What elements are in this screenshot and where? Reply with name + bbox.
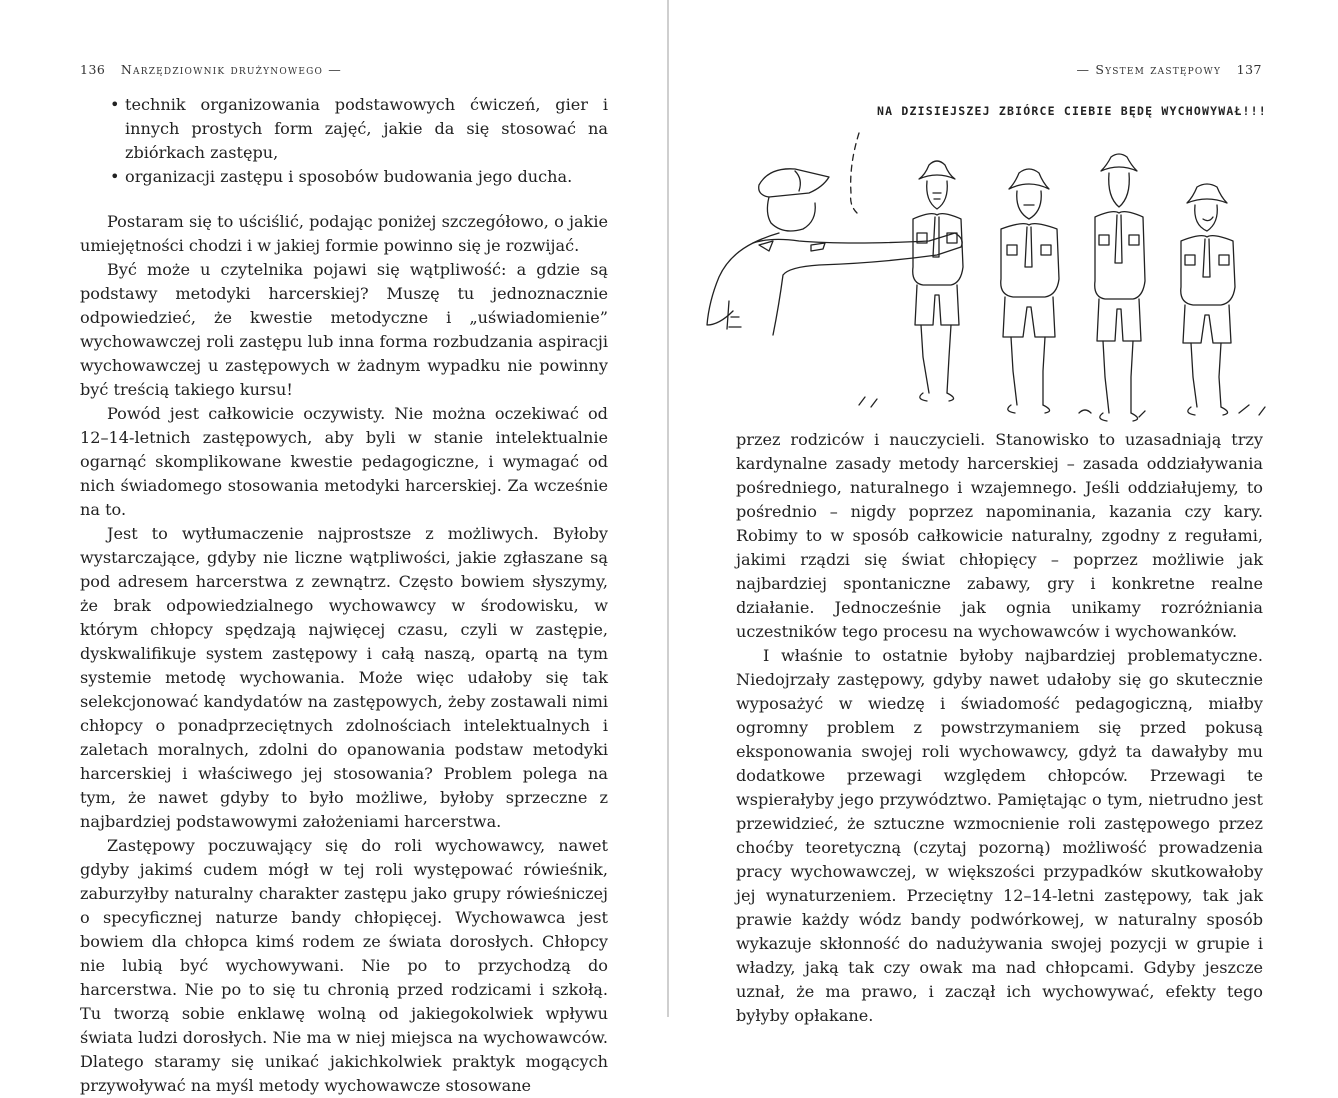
right-running-header [1076,62,1262,77]
paragraph: Powód jest całkowicie oczywisty. Nie można oczekiwać od 12–14-letnich zastępowych, aby byli w stanie intelektualnie ogarnąć skomplikowane kwestie pedagogiczne, i wymagać od nich świadomego stosowania metodyki harcerskiej. Za wcześnie na to. [80,404,608,519]
illustration-caption: NA DZISIEJSZEJ ZBIÓRCE CIEBIE BĘDĘ WYCHOWYWAŁ!!! [877,104,1267,118]
paragraph: Jest to wytłumaczenie najprostsze z możliwych. Byłoby wystarczające, gdyby nie liczne wątpliwości, jakie zgłaszane są pod adresem harcerstwa z zewnątrz. Często bowiem słyszymy, że brak odpowiedzialnego wychowawcy w środowisku, w którym chłopcy spędzają najwięcej czasu, czyli w zastępie, dyskwalifikuje system zastępowy i całą naszą, opartą na tym systemie metodę wychowania. Może więc udałoby się tak selekcjonować kandydatów na zastępowych, żeby zostawali nimi chłopcy o ponadprzeciętnych zdolnościach intelektualnych i zaletach moralnych, zdolni do opanowania podstaw metodyki harcerskiej i właściwego jej stosowania? Problem polega na tym, że nawet gdyby to było możliwe, byłoby sprzeczne z najbardziej podstawowymi założeniami harcerstwa. [80,524,608,831]
right-page [669,0,1338,1025]
scout-figure-2 [1001,169,1059,413]
left-page [0,0,667,1095]
scout-figure-3 [1095,154,1145,421]
scouts-cartoon-illustration [699,95,1279,425]
right-header-title: — System zastępowy [1076,62,1222,77]
left-page-number: 136 [80,62,106,77]
paragraph: Być może u czytelnika pojawi się wątpliwość: a gdzie są podstawy metodyki harcerskiej? Muszę tu jednoznacznie odpowiedzieć, że kwestie metodyczne i „uświadomienie” wychowawczej roli zastępu lub inna forma rozbudzania aspiracji wychowawczej u zastępowych w żadnym wypadku nie powinny być treścią takiego kursu! [80,260,608,399]
right-body-text [736,428,1263,1028]
left-running-header [80,62,342,77]
scout-figure-4 [1181,184,1235,415]
left-body-text [80,93,608,1098]
bullet-item: • technik organizowania podstawowych ćwiczeń, gier i innych prostych form zajęć, jakie da się stosować na zbiórkach zastępu, [80,93,608,165]
bullet-list [80,93,608,189]
bullet-item: • organizacji zastępu i sposobów budowania jego ducha. [80,165,608,189]
left-header-title: Narzędziownik drużynowego — [120,62,342,77]
right-page-number: 137 [1236,62,1262,77]
paragraph: przez rodziców i nauczycieli. Stanowisko to uzasadniają trzy kardynalne zasady metody harcerskiej – zasada oddziaływania pośredniego, naturalnego i wzajemnego. Jeśli oddziałujemy, to pośrednio – nigdy poprzez napominania, kazania czy kary. Robimy to w sposób całkowicie naturalny, zgodny z regułami, jakimi rządzi się świat chłopięcy – poprzez możliwie jak najbardziej spontaniczne zabawy, gry i konkretne realne działanie. Jednocześnie jak ognia unikamy rozróżniania uczestników tego procesu na wychowawców i wychowanków. [736,430,1263,641]
paragraph: I właśnie to ostatnie byłoby najbardziej problematyczne. Niedojrzały zastępowy, gdyby nawet udałoby się go skutecznie wyposażyć w wiedzę i świadomość pedagogiczną, miałby ogromny problem z powstrzymaniem się przed pokusą eksponowania swojej roli wychowawcy, gdyż ta dawałyby mu dodatkowe przewagi względem chłopców. Przewagi te wspierałyby jego przywództwo. Pamiętając o tym, nietrudno jest przewidzieć, że sztuczne wzmocnienie roli zastępowego przez choćby teoretyczną (czytaj pozorną) możliwość prowadzenia pracy wychowawczej, w większości przypadków skutkowałoby jej wynaturzeniem. Przeciętny 12–14-letni zastępowy, tak jak prawie każdy wódz bandy podwórkowej, w naturalny sposób wykazuje skłonność do nadużywania swojej pozycji w grupie i władzy, jaką tak czy owak ma nad chłopcami. Gdyby jeszcze uznał, że ma prawo, i zaczął ich wychowywać, efekty tego byłyby opłakane. [736,646,1263,1025]
paragraph: Postaram się to uściślić, podając poniżej szczegółowo, o jakie umiejętności chodzi i w jakiej formie powinno się je rozwijać. [80,212,608,255]
paragraph: Zastępowy poczuwający się do roli wychowawcy, nawet gdyby jakimś cudem mógł w tej roli występować rówieśnik, zaburzyłby naturalny charakter zastępu jako grupy rówieśniczej o specyficznej naturze bandy chłopięcej. Wychowawca jest bowiem dla chłopca kimś rodem ze świata dorosłych. Chłopcy nie lubią być wychowywani. Nie po to przychodzą do harcerstwa. Nie po to się tu chronią przed rodzicami i szkołą. Tu tworzą sobie enklawę wolną od jakiegokolwiek wpływu świata ludzi dorosłych. Nie ma w niej miejsca na wychowawców. Dlatego staramy się unikać jakichkolwiek praktyk mogących przywoływać na myśl metody wychowawcze stosowane [80,836,608,1095]
leader-figure [707,169,962,335]
scout-figure-1 [913,161,963,401]
